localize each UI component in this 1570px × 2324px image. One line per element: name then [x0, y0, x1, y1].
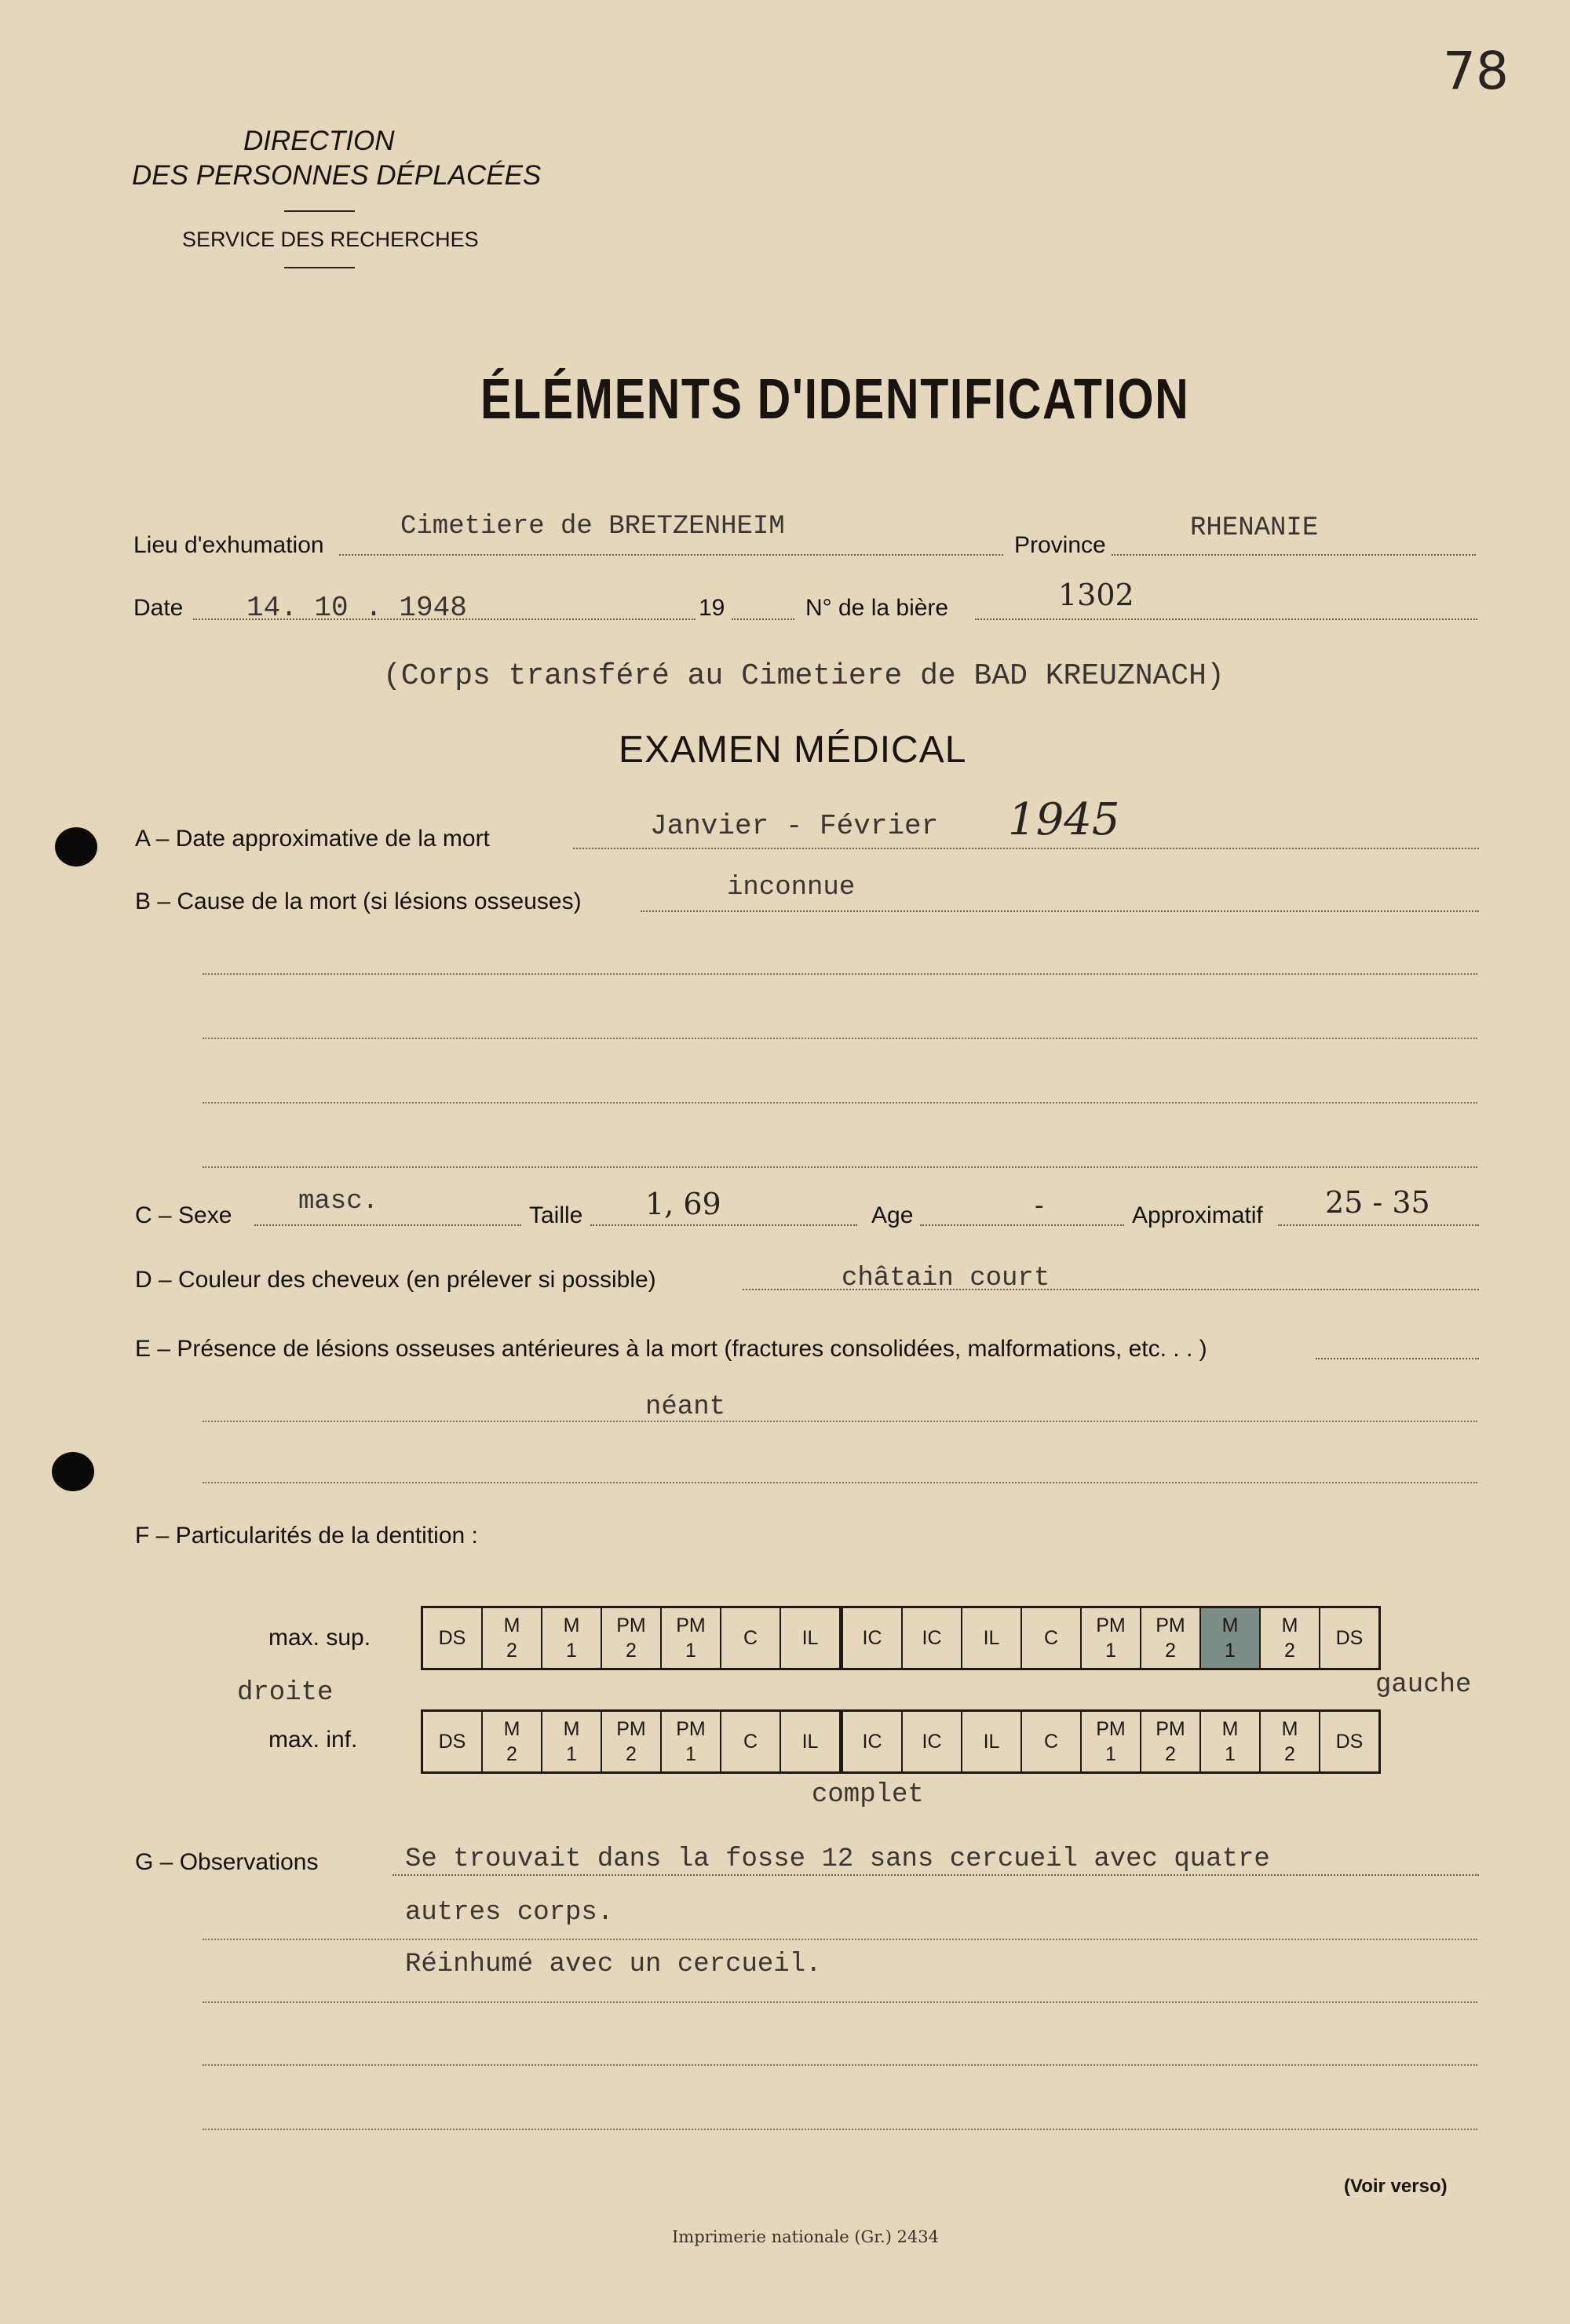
tooth-type: M	[563, 1614, 580, 1636]
dentition-upper-grid	[421, 1606, 1381, 1670]
sexe-value: masc.	[298, 1187, 379, 1217]
tooth-type: M	[503, 1614, 520, 1636]
age-label: Age	[871, 1202, 914, 1228]
tooth-type: PM	[616, 1718, 646, 1740]
max-inf-label: max. inf.	[268, 1727, 358, 1753]
province-value: RHENANIE	[1190, 513, 1319, 543]
section-g-line-0	[392, 1874, 1479, 1876]
date-19-line	[732, 618, 794, 620]
tooth-type: IL	[801, 1627, 819, 1649]
upper-tooth-3	[602, 1608, 662, 1668]
upper-tooth-15	[1320, 1608, 1378, 1668]
tooth-type: DS	[438, 1627, 466, 1649]
section-d-label: D – Couleur des cheveux (en prélever si possible)	[135, 1267, 656, 1293]
section-g-rule-2	[203, 2001, 1477, 2003]
lower-tooth-7	[843, 1712, 903, 1771]
transfer-note: (Corps transféré au Cimetiere de BAD KREUZNACH)	[383, 659, 1225, 693]
age-line	[920, 1224, 1124, 1226]
section-d-value: châtain court	[842, 1264, 1050, 1293]
tooth-number: 2	[626, 1640, 637, 1662]
observations-line-2: autres corps.	[405, 1898, 614, 1928]
lower-tooth-9	[962, 1712, 1022, 1771]
upper-tooth-4	[662, 1608, 721, 1668]
page-number: 78	[1443, 41, 1509, 101]
upper-tooth-13	[1201, 1608, 1261, 1668]
lower-tooth-15	[1320, 1712, 1378, 1771]
section-g-rule-1	[203, 1939, 1477, 1940]
tooth-type: PM	[1156, 1718, 1185, 1740]
biere-value: 1302	[1058, 578, 1134, 612]
tooth-number: 2	[1284, 1743, 1295, 1765]
voir-verso: (Voir verso)	[1344, 2176, 1448, 2197]
tooth-number: 2	[506, 1640, 517, 1662]
lieu-label: Lieu d'exhumation	[133, 532, 324, 558]
upper-tooth-1	[483, 1608, 542, 1668]
tooth-type: M	[1221, 1718, 1239, 1740]
header-rule-1	[284, 210, 355, 212]
province-line	[1112, 554, 1476, 556]
approx-value: 25 - 35	[1325, 1185, 1430, 1220]
upper-tooth-14	[1261, 1608, 1320, 1668]
province-label: Province	[1014, 532, 1106, 558]
tooth-type: IL	[801, 1731, 819, 1753]
complet-note: complet	[812, 1780, 924, 1810]
tooth-type: M	[563, 1718, 580, 1740]
lower-tooth-6	[781, 1712, 843, 1771]
upper-tooth-2	[542, 1608, 602, 1668]
tooth-number: 1	[685, 1640, 696, 1662]
tooth-type: DS	[1335, 1627, 1364, 1649]
service-line: SERVICE DES RECHERCHES	[182, 228, 479, 251]
lower-tooth-3	[602, 1712, 662, 1771]
approx-line	[1278, 1224, 1479, 1226]
lower-tooth-4	[662, 1712, 721, 1771]
exam-title: EXAMEN MÉDICAL	[619, 729, 967, 771]
upper-tooth-0	[423, 1608, 483, 1668]
lower-tooth-0	[423, 1712, 483, 1771]
tooth-type: M	[503, 1718, 520, 1740]
tooth-type: PM	[676, 1718, 706, 1740]
upper-tooth-11	[1082, 1608, 1141, 1668]
upper-tooth-6	[781, 1608, 843, 1668]
tooth-type: DS	[438, 1731, 466, 1753]
tooth-type: PM	[1096, 1718, 1126, 1740]
upper-tooth-8	[903, 1608, 962, 1668]
imprimerie-note: Imprimerie nationale (Gr.) 2434	[672, 2227, 939, 2246]
biere-line	[975, 618, 1477, 620]
upper-tooth-9	[962, 1608, 1022, 1668]
org-line-1: DIRECTION	[243, 126, 395, 156]
age-value: -	[1035, 1190, 1044, 1221]
lower-tooth-11	[1082, 1712, 1141, 1771]
tooth-type: C	[743, 1731, 758, 1753]
tooth-type: DS	[1335, 1731, 1364, 1753]
lower-tooth-12	[1141, 1712, 1201, 1771]
lower-tooth-8	[903, 1712, 962, 1771]
tooth-type: IC	[922, 1627, 942, 1649]
tooth-number: 1	[1225, 1640, 1236, 1662]
tooth-type: PM	[1096, 1614, 1126, 1636]
upper-tooth-12	[1141, 1608, 1201, 1668]
date-19: 19	[699, 595, 725, 621]
tooth-type: C	[743, 1627, 758, 1649]
tooth-number: 1	[1105, 1743, 1116, 1765]
tooth-type: IC	[862, 1627, 882, 1649]
section-b-rule-3	[203, 1102, 1477, 1104]
section-e-value: néant	[645, 1392, 726, 1422]
lower-tooth-2	[542, 1712, 602, 1771]
lieu-line	[339, 554, 1003, 556]
tooth-type: PM	[676, 1614, 706, 1636]
section-e-rule-1	[203, 1421, 1477, 1422]
section-b-line	[641, 910, 1479, 912]
lower-tooth-1	[483, 1712, 542, 1771]
form-title: ÉLÉMENTS D'IDENTIFICATION	[480, 368, 1190, 431]
tooth-type: C	[1043, 1627, 1059, 1649]
taille-label: Taille	[529, 1202, 583, 1228]
section-g-label: G – Observations	[135, 1849, 319, 1875]
section-b-label: B – Cause de la mort (si lésions osseuses)	[135, 888, 582, 914]
tooth-number: 2	[506, 1743, 517, 1765]
punch-hole-top	[55, 827, 97, 866]
tooth-number: 2	[1284, 1640, 1295, 1662]
lower-tooth-10	[1022, 1712, 1082, 1771]
section-g-rule-3	[203, 2064, 1477, 2066]
upper-tooth-7	[843, 1608, 903, 1668]
lower-tooth-5	[721, 1712, 781, 1771]
tooth-number: 2	[1165, 1640, 1176, 1662]
tooth-type: M	[1281, 1718, 1298, 1740]
org-line-2: DES PERSONNES DÉPLACÉES	[132, 160, 542, 191]
tooth-type: IC	[922, 1731, 942, 1753]
date-value: 14. 10 . 1948	[246, 592, 467, 624]
header-rule-2	[284, 267, 355, 268]
tooth-number: 1	[685, 1743, 696, 1765]
approx-label: Approximatif	[1132, 1202, 1263, 1228]
tooth-number: 1	[1225, 1743, 1236, 1765]
upper-tooth-5	[721, 1608, 781, 1668]
section-a-line	[573, 848, 1479, 849]
section-a-label: A – Date approximative de la mort	[135, 826, 490, 852]
lower-tooth-13	[1201, 1712, 1261, 1771]
section-c-label: C – Sexe	[135, 1202, 232, 1228]
tooth-type: C	[1043, 1731, 1059, 1753]
tooth-type: PM	[616, 1614, 646, 1636]
max-sup-label: max. sup.	[268, 1625, 371, 1651]
date-label: Date	[133, 595, 184, 621]
section-g-rule-4	[203, 2129, 1477, 2130]
observations-line-3: Réinhumé avec un cercueil.	[405, 1950, 822, 1979]
tooth-number: 2	[626, 1743, 637, 1765]
droite-label: droite	[237, 1678, 334, 1708]
taille-line	[590, 1224, 857, 1226]
tooth-type: IC	[862, 1731, 882, 1753]
observations-line-1: Se trouvait dans la fosse 12 sans cercueil avec quatre	[405, 1844, 1270, 1874]
lower-tooth-14	[1261, 1712, 1320, 1771]
gauche-label: gauche	[1375, 1670, 1472, 1700]
tooth-type: PM	[1156, 1614, 1185, 1636]
section-b-value: inconnue	[727, 873, 856, 903]
tooth-type: IL	[983, 1731, 1000, 1753]
tooth-number: 1	[1105, 1640, 1116, 1662]
tooth-number: 1	[566, 1640, 577, 1662]
tooth-type: IL	[983, 1627, 1000, 1649]
section-a-hand: 1945	[1008, 794, 1120, 845]
taille-value: 1, 69	[645, 1187, 721, 1221]
section-b-rule-2	[203, 1038, 1477, 1039]
punch-hole-bottom	[52, 1452, 94, 1491]
dentition-lower-grid	[421, 1709, 1381, 1774]
section-a-typed: Janvier - Février	[650, 810, 939, 842]
section-e-label: E – Présence de lésions osseuses antérieures à la mort (fractures consolidées, malformations, etc. . . )	[135, 1336, 1207, 1362]
section-b-rule-1	[203, 973, 1477, 975]
tooth-type: M	[1221, 1614, 1239, 1636]
tooth-number: 1	[566, 1743, 577, 1765]
section-e-line	[1316, 1358, 1479, 1359]
section-e-rule-2	[203, 1482, 1477, 1483]
tooth-number: 2	[1165, 1743, 1176, 1765]
section-b-rule-4	[203, 1166, 1477, 1168]
tooth-type: M	[1281, 1614, 1298, 1636]
sexe-line	[254, 1224, 521, 1226]
section-f-label: F – Particularités de la dentition :	[135, 1523, 478, 1549]
upper-tooth-10	[1022, 1608, 1082, 1668]
biere-label: N° de la bière	[805, 595, 949, 621]
lieu-value: Cimetiere de BRETZENHEIM	[400, 512, 785, 542]
